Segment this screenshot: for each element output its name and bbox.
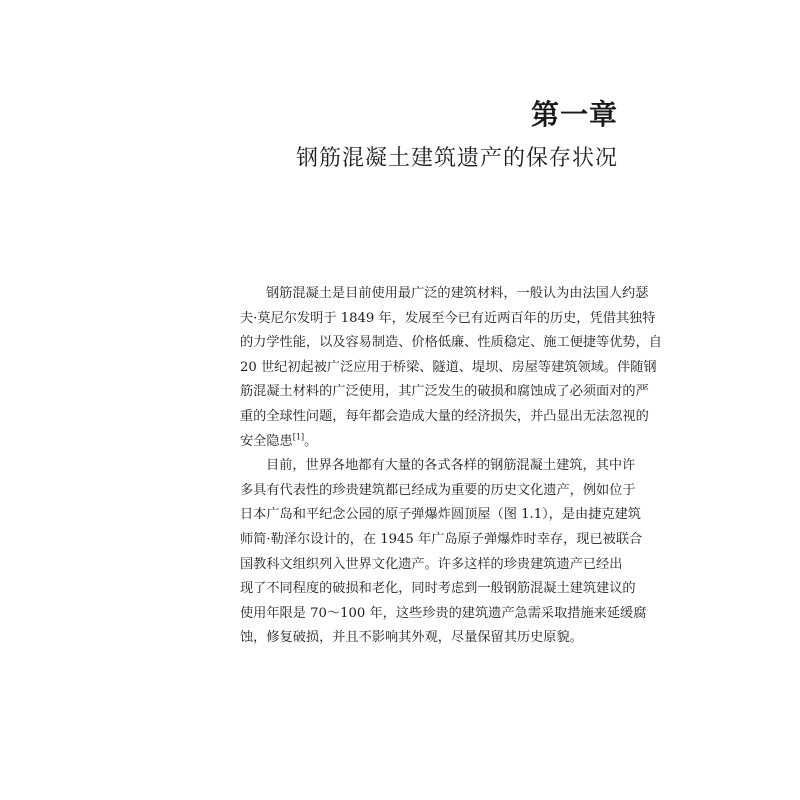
paragraph-1: [240, 282, 662, 454]
paragraph-2: [240, 454, 647, 651]
paragraph-line: 使用年限是 70～100 年，这些珍贵的建筑遗产急需采取措施来延缓腐: [240, 605, 647, 621]
citation-ref: [1]: [292, 432, 305, 442]
paragraph-line: 日本广岛和平纪念公园的原子弹爆炸圆顶屋（图 1.1），是由捷克建筑: [240, 507, 641, 523]
paragraph-line: 筋混凝土材料的广泛使用，其广泛发生的破损和腐蚀成了必须面对的严: [240, 384, 649, 400]
paragraph-line: 钢筋混凝土是目前使用最广泛的建筑材料，一般认为由法国人约瑟: [266, 286, 649, 301]
paragraph-line: 多具有代表性的珍贵建筑都已经成为重要的历史文化遗产，例如位于: [240, 482, 636, 498]
paragraph-last-line: 蚀，修复破损，并且不影响其外观，尽量保留其历史原貌。: [240, 630, 583, 646]
paragraph-line: 的力学性能，以及容易制造、价格低廉、性质稳定、施工便捷等优势，自: [240, 335, 662, 351]
paragraph-line: 目前，世界各地都有大量的各式各样的钢筋混凝土建筑，其中许: [266, 458, 636, 474]
chapter-number: 第一章: [530, 98, 618, 131]
paragraph-line-text: 安全隐患: [240, 433, 293, 449]
body-text: [240, 282, 662, 651]
paragraph-line: 现了不同程度的破损和老化，同时考虑到一般钢筋混凝土建筑建议的: [240, 581, 636, 597]
paragraph-line: 重的全球性问题，每年都会造成大量的经济损失，并凸显出无法忽视的: [240, 408, 649, 424]
paragraph-line: 师简·勒泽尔设计的，在 1945 年广岛原子弹爆炸时幸存，现已被联合: [240, 531, 643, 547]
paragraph-line: 20 世纪初起被广泛应用于桥梁、隧道、堤坝、房屋等建筑领域。伴随钢: [240, 359, 657, 375]
paragraph-line-end: 。: [304, 433, 318, 449]
paragraph-line: 国教科文组织列入世界文化遗产。许多这样的珍贵建筑遗产已经出: [240, 556, 623, 572]
chapter-title: 钢筋混凝土建筑遗产的保存状况: [295, 146, 618, 171]
paragraph-last-line: [240, 430, 618, 455]
paragraph-line: 夫·莫尼尔发明于 1849 年，发展至今已有近两百年的历史，凭借其独特: [240, 310, 656, 326]
